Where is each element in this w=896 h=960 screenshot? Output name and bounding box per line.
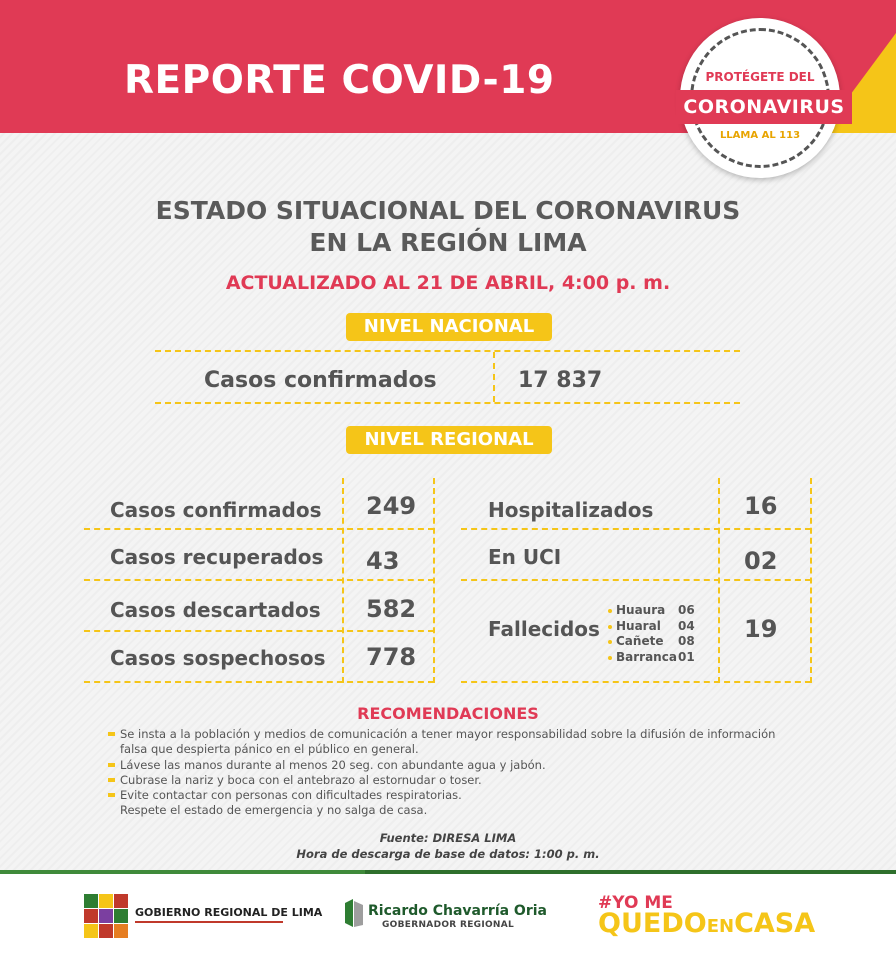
list-item: Huaura 06 <box>608 603 677 619</box>
national-value: 17 837 <box>518 368 603 393</box>
governor-role: GOBERNADOR REGIONAL <box>382 920 515 930</box>
list-item: Barranca 01 <box>608 650 677 666</box>
sospechosos-label: Casos sospechosos <box>110 646 326 670</box>
grid-line <box>84 528 434 530</box>
gobierno-regional-logo-icon <box>84 894 128 938</box>
uci-value: 02 <box>744 547 778 575</box>
list-item: falsa que despierta pánico en el público en general. <box>120 742 419 757</box>
national-divider <box>493 352 495 402</box>
sospechosos-value: 778 <box>366 643 417 671</box>
grid-line <box>433 478 435 683</box>
recommendations-title: RECOMENDACIONES <box>357 704 539 723</box>
grid-line <box>461 528 811 530</box>
recuperados-value: 43 <box>366 547 400 575</box>
grid-line <box>810 478 812 683</box>
hospitalizados-label: Hospitalizados <box>488 498 654 522</box>
recommendations-list <box>108 727 798 819</box>
report-heading-line2: EN LA REGIÓN LIMA <box>309 228 587 257</box>
list-item: Cañete 08 <box>608 634 677 650</box>
grid-line <box>461 579 811 581</box>
page-title: REPORTE COVID-19 <box>124 58 555 103</box>
grid-line <box>84 630 434 632</box>
report-heading <box>0 195 896 259</box>
descartados-label: Casos descartados <box>110 598 321 622</box>
recuperados-label: Casos recuperados <box>110 545 324 569</box>
governor-name: Ricardo Chavarría Oria <box>368 903 547 919</box>
campaign-hashtag: #YO ME <box>598 893 673 913</box>
source-line: Fuente: DIRESA LIMA <box>379 831 517 845</box>
fallecidos-value: 19 <box>744 615 778 643</box>
protect-seal <box>680 18 845 178</box>
seal-bottom-text: LLAMA AL 113 <box>719 130 801 141</box>
grid-line <box>461 681 811 683</box>
grid-line <box>718 478 720 683</box>
campaign-slogan: QUEDOENCASA <box>598 908 816 939</box>
list-item: Evite contactar con personas con dificultades respiratorias. <box>108 788 798 803</box>
list-item: Lávese las manos durante al menos 20 seg. con abundante agua y jabón. <box>108 758 798 773</box>
grid-line <box>342 478 344 683</box>
source-note <box>0 830 896 862</box>
nivel-regional-badge: NIVEL REGIONAL <box>346 426 552 454</box>
seal-top-text: PROTÉGETE DEL <box>705 70 815 84</box>
download-time: Hora de descarga de base de datos: 1:00 p. m. <box>296 847 600 861</box>
grid-line <box>84 579 434 581</box>
seal-band-text: CORONAVIRUS <box>676 90 852 124</box>
list-item: Respete el estado de emergencia y no salga de casa. <box>120 803 428 818</box>
national-label: Casos confirmados <box>204 368 437 393</box>
report-heading-line1: ESTADO SITUACIONAL DEL CORONAVIRUS <box>155 196 741 225</box>
list-item: Huaral 04 <box>608 619 677 635</box>
confirmados-value: 249 <box>366 492 417 520</box>
hospitalizados-value: 16 <box>744 492 778 520</box>
gobierno-underline <box>135 921 283 923</box>
grid-line <box>84 681 434 683</box>
governor-logo-icon <box>343 897 365 929</box>
nivel-nacional-badge: NIVEL NACIONAL <box>346 313 552 341</box>
list-item: Cubrase la nariz y boca con el antebrazo al estornudar o toser. <box>108 773 798 788</box>
fallecidos-breakdown <box>608 603 695 665</box>
descartados-value: 582 <box>366 595 417 623</box>
fallecidos-label: Fallecidos <box>488 617 600 641</box>
confirmados-label: Casos confirmados <box>110 498 322 522</box>
gobierno-regional-name: GOBIERNO REGIONAL DE LIMA <box>135 906 323 919</box>
updated-timestamp: ACTUALIZADO AL 21 DE ABRIL, 4:00 p. m. <box>225 272 671 294</box>
uci-label: En UCI <box>488 545 562 569</box>
list-item: Se insta a la población y medios de comunicación a tener mayor responsabilidad sobre la difusión de información <box>108 727 798 742</box>
